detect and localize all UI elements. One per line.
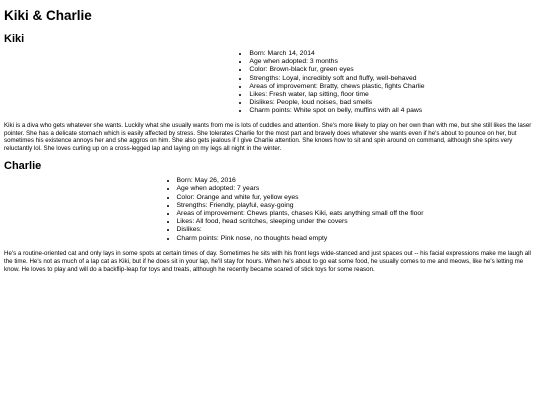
charlie-section	[4, 159, 536, 273]
charlie-fact-born: • Born: May 26, 2016	[177, 177, 424, 185]
charlie-fact-likes: • Likes: All food, head scritches, sleeping under the covers	[177, 218, 424, 226]
kiki-fact-likes: • Likes: Fresh water, lap sitting, floor time	[249, 91, 424, 99]
charlie-fact-dislikes: • Dislikes:	[177, 226, 424, 234]
kiki-fact-color: • Color: Brown-black fur, green eyes	[249, 66, 424, 74]
kiki-fact-age-adopted: • Age when adopted: 3 months	[249, 58, 424, 66]
charlie-heading: Charlie	[4, 160, 42, 173]
kiki-section	[4, 32, 536, 153]
kiki-heading: Kiki	[4, 33, 25, 45]
charlie-fact-strengths: • Strengths: Friendly, playful, easy-going	[177, 202, 424, 210]
charlie-facts-list	[165, 177, 424, 243]
kiki-fact-dislikes: • Dislikes: People, loud noises, bad smells	[249, 99, 424, 107]
charlie-fact-charm: • Charm points: Pink nose, no thoughts head empty	[177, 235, 424, 243]
charlie-fact-age-adopted: • Age when adopted: 7 years	[177, 185, 424, 193]
page-title: Kiki & Charlie	[4, 8, 92, 23]
charlie-facts-container	[4, 177, 536, 243]
kiki-fact-charm: • Charm points: White spot on belly, muffins with all 4 paws	[249, 107, 424, 115]
kiki-facts-list	[237, 50, 424, 116]
kiki-facts-container	[4, 50, 536, 116]
charlie-fact-color: • Color: Orange and white fur, yellow eyes	[177, 194, 424, 202]
charlie-bio: He's a routine-oriented cat and only lays in some spots at certain times of day. Sometimes he sits with his front legs wide-stanced and just spaces out -- his facial expressions make me laugh all the time. He's not as much of a lap cat as Kiki, but if he does sit in your lap, he'll stay for hours. When he's about to go eat some food, he usually comes to me and meows, like he's letting me know. He loves to play and will do a backflip-leap for toys and treats, although he recently became scared of stick toys for some reason.	[4, 249, 531, 273]
kiki-fact-strengths: • Strengths: Loyal, incredibly soft and fluffy, well-behaved	[249, 75, 424, 83]
charlie-fact-improvement: • Areas of improvement: Chews plants, chases Kiki, eats anything small off the floor	[177, 210, 424, 218]
kiki-bio: Kiki is a diva who gets whatever she wants. Luckily what she usually wants from me is lots of cuddles and attention. She's more likely to play on her own than with me, but she still likes the laser pointer. She has a delicate stomach which is easily affected by stress. She tolerates Charlie for the most part and bravely does whatever she wants even if he's about to pounce on her, but sometimes his existence annoys her and she aggros on him. She also gets jealous if I give Charlie attention. She knows how to sit and spin around on command, although she spins very reluctantly lol. She loves curling up on a cross-legged lap and laying on my legs all night in the winter.	[4, 121, 532, 153]
kiki-fact-improvement: • Areas of improvement: Bratty, chews plastic, fights Charlie	[249, 83, 424, 91]
kiki-fact-born: • Born: March 14, 2014	[249, 50, 424, 58]
